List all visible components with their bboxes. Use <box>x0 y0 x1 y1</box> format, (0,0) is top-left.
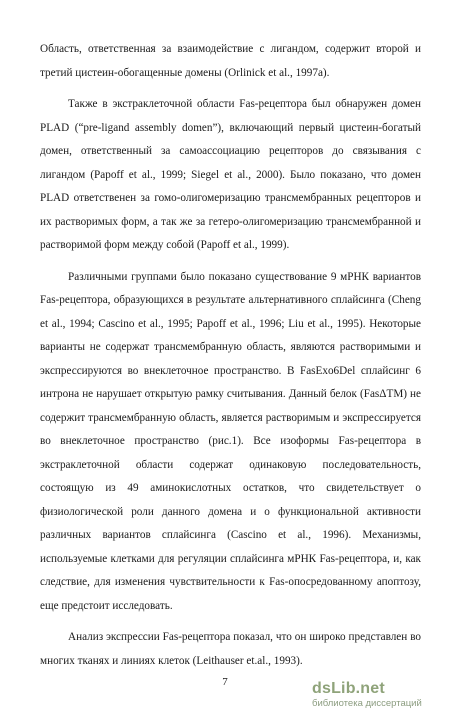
watermark-logo: dsLib.net <box>312 680 385 697</box>
document-body <box>40 38 421 681</box>
paragraph-2: Также в экстраклеточной области Fas-рецептора был обнаружен домен PLAD (“pre-ligand assembly domen”), включающий первый цистеин-богатый домен, ответственный за самоассоциацию рецепторов до связывания с лигандом (Papoff et al., 1999; Siegel et al., 2000). Было показано, что домен PLAD ответственен за гомо-олигомеризацию трансмембранных рецепторов и их растворимых форм, а так же за гетеро-олигомеризацию трансмембранной и растворимой форм между собой (Papoff et al., 1999). <box>40 98 421 251</box>
watermark-subtitle: библиотека диссертаций <box>312 698 422 709</box>
paragraph-3: Различными группами было показано существование 9 мРНК вариантов Fas-рецептора, образующихся в результате альтернативного сплайсинга (Cheng et al., 1994; Cascino et al., 1995; Papoff et al., 1996; Liu et al., 1995). Некоторые варианты не содержат трансмембранную область, являются растворимыми и экспрессируются во внеклеточное пространство. В FasExo6Del сплайсинг 6 интрона не нарушает открытую рамку считывания. Данный белок (FasΔTM) не содержит трансмембранную область, является растворимым и экспрессируется во внеклеточное пространство (рис.1). Все изоформы Fas-рецептора в экстраклеточной области содержат одинаковую последовательность, состоящую из 49 аминокислотных остатков, что свидетельствует о физиологической роли данного домена и о функциональной активности различных вариантов сплайсинга (Cascino et al., 1996). Механизмы, используемые клетками для регуляции сплайсинга мРНК Fas-рецептора, и, как следствие, для изменения чувствительности к Fas-опосредованному апоптозу, еще предстоит исследовать. <box>40 270 421 612</box>
paragraph-1: Область, ответственная за взаимодействие с лигандом, содержит второй и третий цистеин-обогащенные домены (Orlinick et al., 1997a). <box>40 43 421 79</box>
page-number: 7 <box>222 676 228 688</box>
watermark[interactable] <box>312 682 440 710</box>
paragraph-4: Анализ экспрессии Fas-рецептора показал, что он широко представлен во многих тканях и линиях клеток (Leithauser et.al., 1993). <box>40 631 421 667</box>
